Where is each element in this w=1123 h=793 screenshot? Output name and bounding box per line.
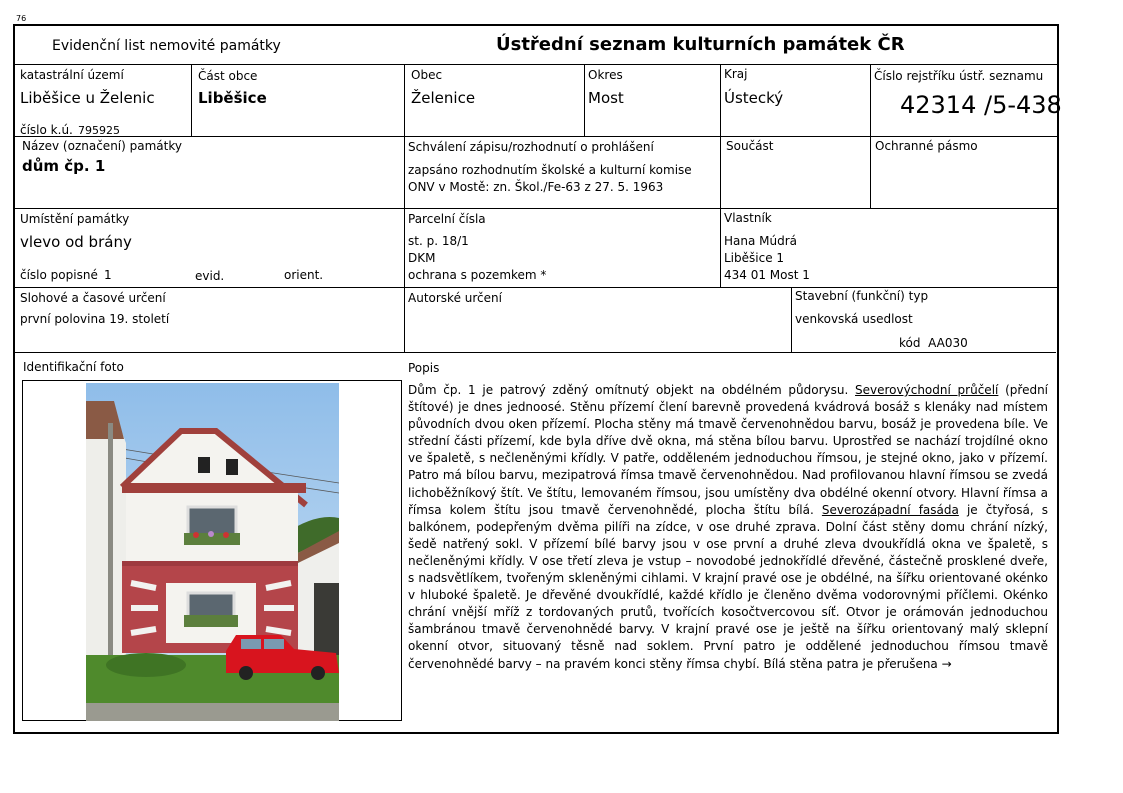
nazev-value: dům čp. 1 [22,157,106,175]
registry-title: Ústřední seznam kulturních památek ČR [496,34,905,55]
divider [14,287,1059,288]
cast-obce-value: Liběšice [198,89,267,107]
okres-label: Okres [588,68,623,82]
house-photo [86,383,339,721]
kraj-value: Ústecký [724,89,784,107]
vlastnik-line3: 434 01 Most 1 [724,268,810,282]
cislo-ku-label: číslo k.ú. [20,123,73,137]
popis-label: Popis [408,361,440,375]
divider [14,64,1059,65]
popis-heading-severozapadni: Severozápadní fasáda [821,502,959,517]
page-number: 76 [16,14,27,23]
parcelni-line1: st. p. 18/1 [408,234,469,248]
kraj-label: Kraj [724,67,748,81]
obec-label: Obec [411,68,443,82]
stavebni-label: Stavební (funkční) typ [795,289,929,303]
umisteni-label: Umístění památky [20,212,130,226]
orient-label: orient. [284,268,324,282]
divider [191,64,192,136]
identifikacni-foto-label: Identifikační foto [23,360,124,374]
parcelni-line3: ochrana s pozemkem * [408,268,547,282]
cislo-popisne-label: číslo popisné [20,268,98,282]
kod-label: kód [899,336,921,350]
kod [899,336,968,350]
divider [14,208,1059,209]
cast-obce-label: Část obce [198,69,258,83]
cislo-ku [20,119,120,138]
umisteni-value: vlevo od brány [20,233,132,251]
cislo-popisne-value: 1 [104,268,112,282]
divider [14,136,1059,137]
slohove-label: Slohové a časové určení [20,291,166,305]
slohove-value: první polovina 19. století [20,312,170,326]
popis-text-3: (přední štítové) je dnes jednoosé. Stěnu přízemí člení barevně provedená kvádrová bosáž s klenáky nad místem původních dvou oken přízemí. Plocha stěny má tmavě červenohnědou barvu, bosáž je provedena bíle. Ve střední části přízemí, kde byla dříve dvě okna, má stěna bílou barvu. Uprostřed se nachází trojdílné okno ve špaletě, s nečleněnými křídly. V patře, odděleném jednoduchou římsou, je stejné okno, jako v přízemí. Patro má bílou barvu, mezipatrová římsa tmavě červenohnědou. Nad profilovanou hlavní římsou se zvedá lichoběžníkový štít. Ve štítu, lemovaném římsou, jsou umístěny dva obdélné okenní otvory. Hlavní římsa a římsa kolem štítu jsou tmavě červenohnědé, plocha štítu bílá. [408,383,1049,517]
autorske-label: Autorské určení [408,291,502,305]
ochranne-pasmo-label: Ochranné pásmo [875,139,978,153]
divider [14,352,1056,353]
okres-value: Most [588,89,624,107]
parcelni-label: Parcelní čísla [408,212,486,226]
cislo-rejstriku-label: Číslo rejstříku ústř. seznamu [874,69,1044,83]
vlastnik-label: Vlastník [724,211,772,225]
stavebni-value: venkovská usedlost [795,312,913,326]
popis-text-5: je čtyřosá, s balkónem, podepřeným dvěma pilíři na zídce, v ose druhé zprava. Dolní část stěny domu chrání nízký, šedě natřený sokl. V přízemí bílé barvy jsou v ose první a druhé zleva dvoukřídlá okna ve špaletě, s nečleněnými křídly. V ose třetí zleva je vstup – novodobé jednokřídlé dřevěné, částečně prosklené dveře, s nadsvětlíkem, tvořeným skleněnými cihlami. V krajní pravé ose je obdélné, na šířku orientované okénko v hluboké špaletě. Je dřevěné dvoukřídlé, každé křídlo je členěno dvěma vodorovnými příčlemi. Okénko chrání vnější mříž z tordovaných prutů, tvořících kosočtvercovou síť. Otvor je orámován jednoduchou šambránou tmavě červenohnědé barvy. V krajní pravé ose je ještě na šířku orientovaný malý sklepní okenní otvor, situovaný těsně nad soklem. První patro je oddělené jednoduchou římsou tmavě červenohnědé barvy – na pravém konci stěny římsa chybí. Bílá stěna patra je přerušena → [408,502,1049,671]
divider [791,287,792,352]
schvaleni-line1: zapsáno rozhodnutím školské a kulturní komise [408,163,692,177]
evid-label: evid. [195,269,225,283]
kod-value: AA030 [928,336,968,350]
popis-heading-severovychodni: Severovýchodní průčelí [855,383,999,397]
katastralni-uzemi-label: katastrální území [20,68,124,82]
schvaleni-label: Schválení zápisu/rozhodnutí o prohlášení [408,140,654,154]
cislo-rejstriku-value: 42314 /5-438 [900,91,1062,119]
divider [870,64,871,208]
divider [584,64,585,136]
form-title: Evidenční list nemovité památky [52,38,281,54]
popis-text [408,382,1048,673]
popis-text-1: Dům čp. 1 je patrový zděný omítnutý objekt na obdélném půdorysu. [408,383,856,397]
divider [720,64,721,287]
cislo-ku-value: 795925 [77,124,120,137]
schvaleni-line2: ONV v Mostě: zn. Škol./Fe-63 z 27. 5. 1963 [408,180,664,194]
obec-value: Želenice [411,89,476,107]
parcelni-line2: DKM [408,251,436,265]
nazev-label: Název (označení) památky [22,139,182,153]
katastralni-uzemi-value: Liběšice u Želenic [20,89,155,107]
divider [404,64,405,352]
vlastnik-line2: Liběšice 1 [724,251,785,265]
vlastnik-line1: Hana Múdrá [724,234,798,248]
soucast-label: Součást [726,139,774,153]
